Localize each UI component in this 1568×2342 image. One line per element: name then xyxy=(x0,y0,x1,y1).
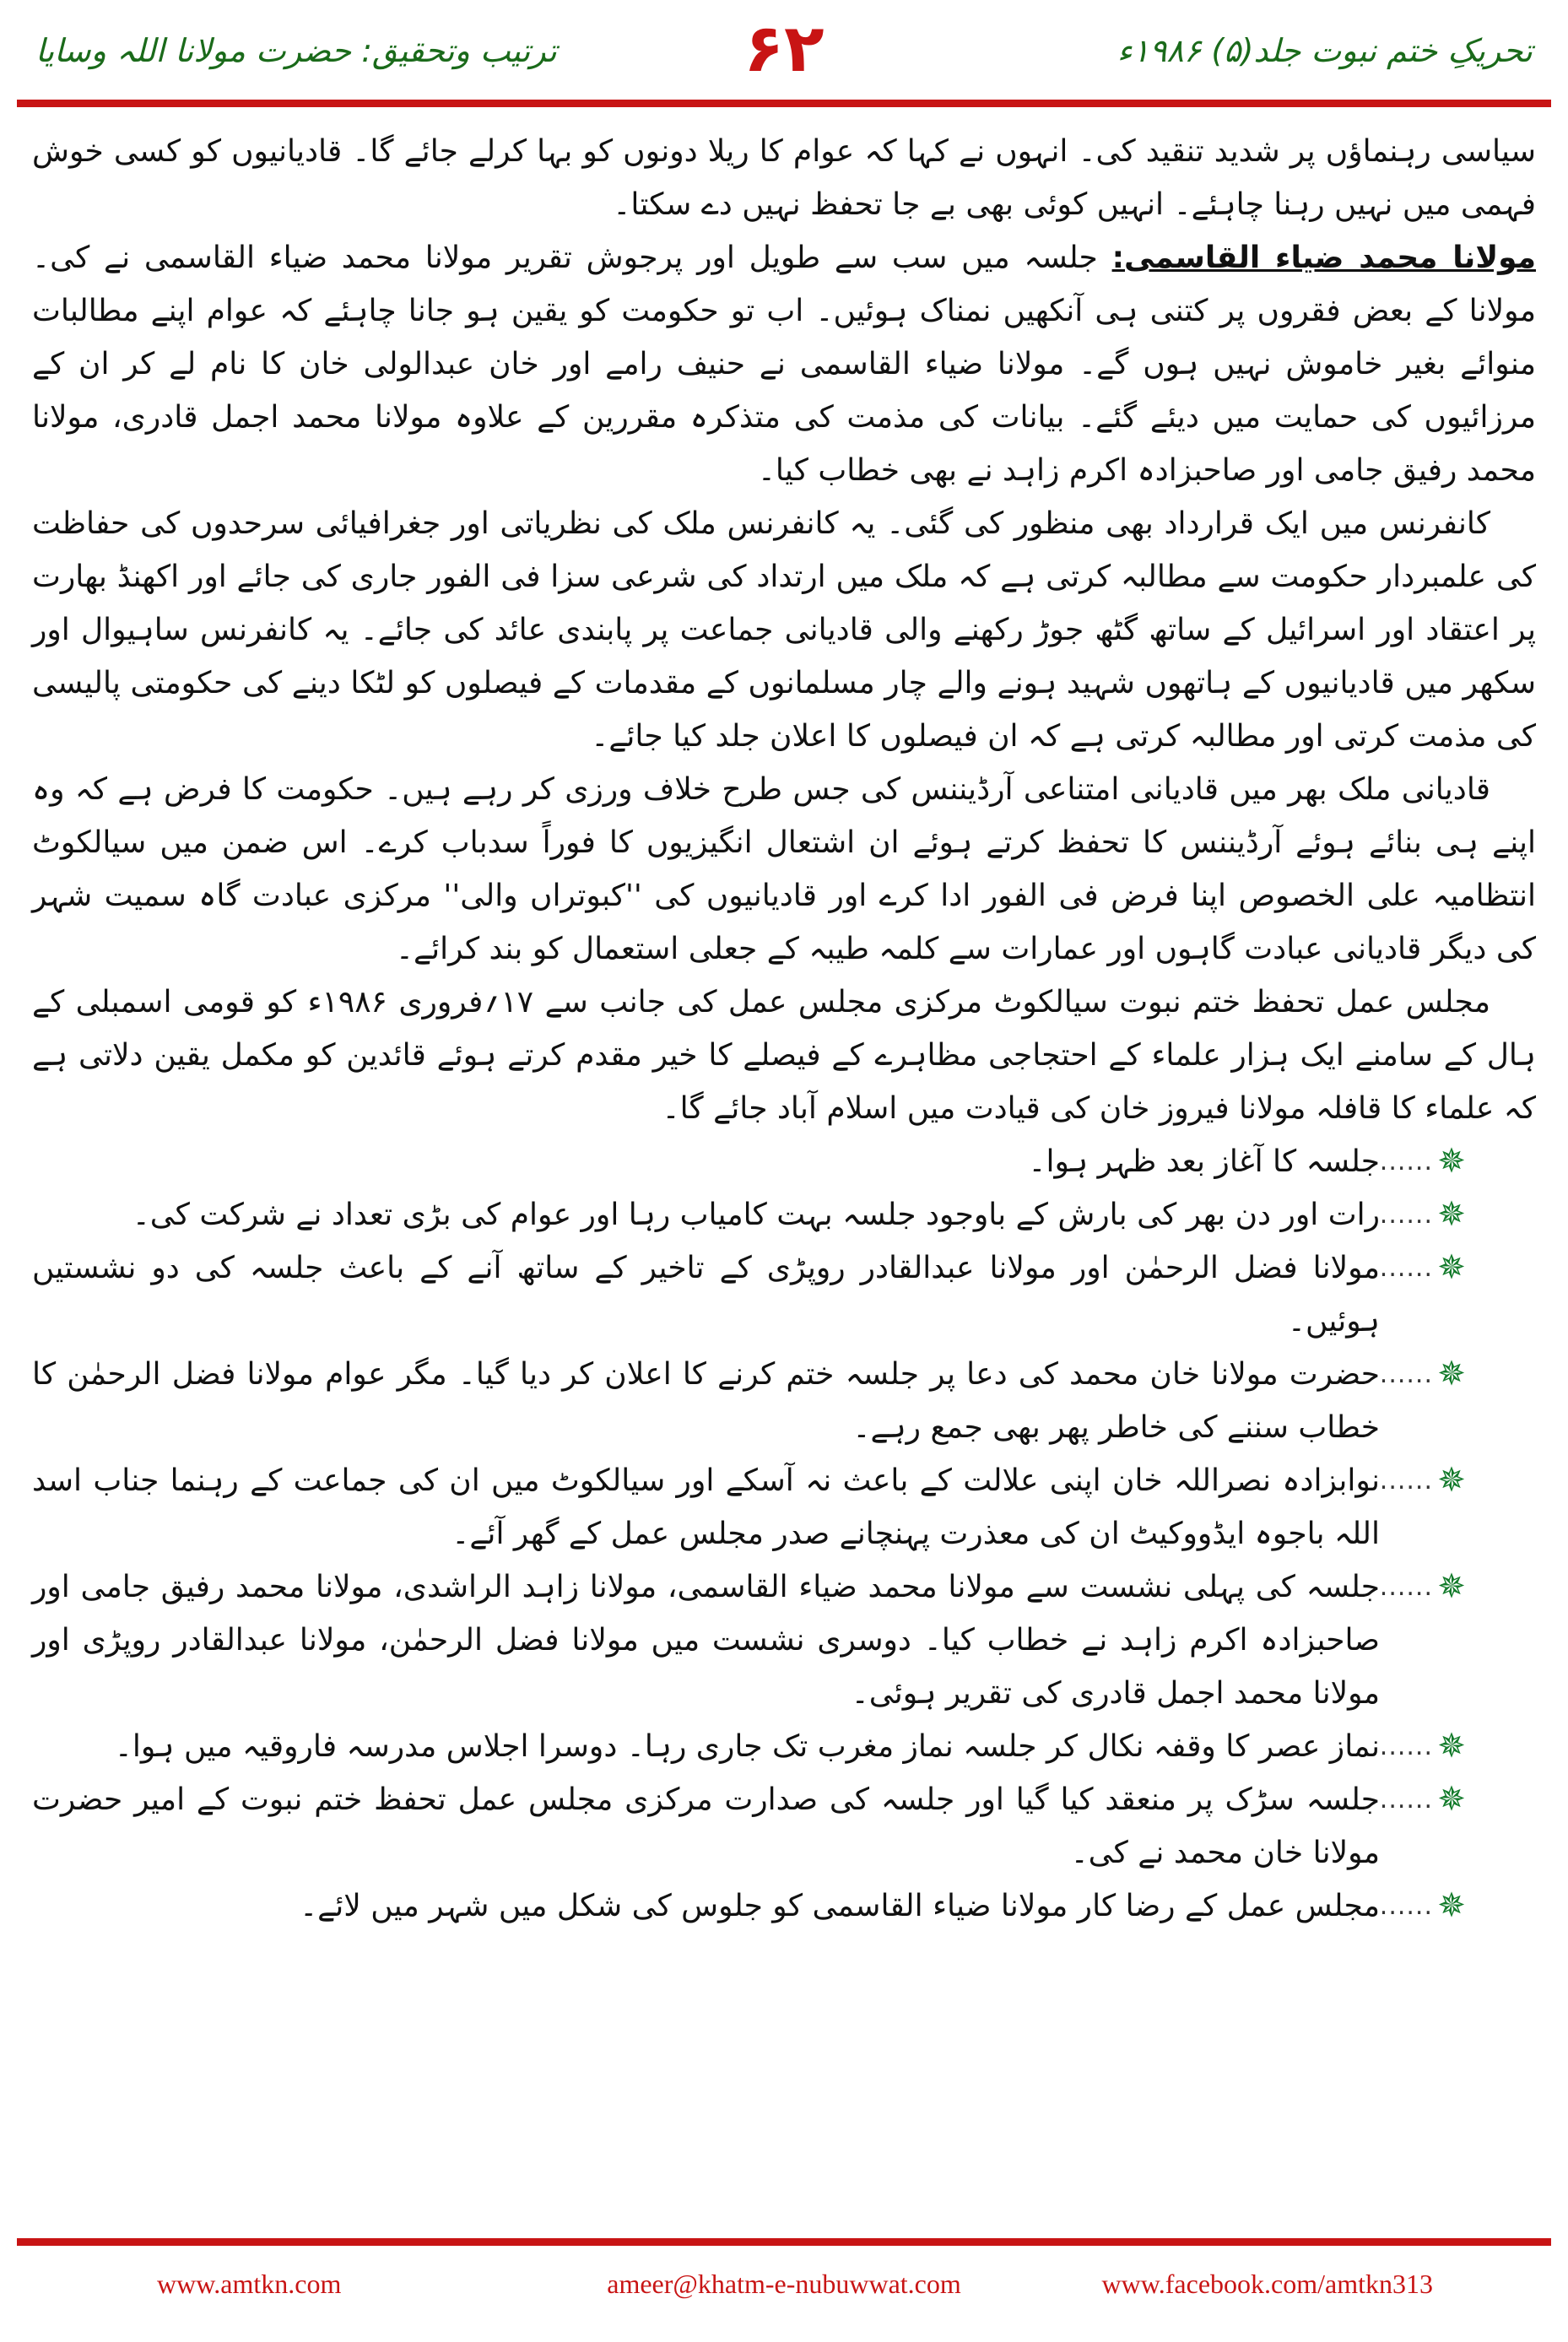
list-item xyxy=(32,1454,1536,1560)
bullet-dots: ...... xyxy=(1379,1253,1433,1283)
paragraph-4: قادیانی ملک بھر میں قادیانی امتناعی آرڈیننس کی جس طرح خلاف ورزی کر رہے ہیں۔ حکومت کا فرض ہے کہ وہ اپنے ہی بنائے ہوئے آرڈیننس کا تحفظ کرتے ہوئے ان اشتعال انگیزیوں کا فوراً سدباب کرے۔ اس ضمن میں سیالکوٹ انتظامیہ علی الخصوص اپنا فرض فی الفور ادا کرے اور قادیانیوں کی ''کبوتراں والی'' مرکزی عبادت گاہ سمیت شہر کی دیگر قادیانی عبادت گاہوں اور عمارات سے کلمہ طیبہ کے جعلی استعمال کو بند کرائے۔ xyxy=(32,772,1536,966)
paragraph-1: سیاسی رہنماؤں پر شدید تنقید کی۔ انہوں نے کہا کہ عوام کا ریلا دونوں کو بہا کرلے جائے گا۔ قادیانیوں کو کسی خوش فہمی میں نہیں رہنا چاہئے۔ انہیں کوئی بھی بے جا تحفظ نہیں دے سکتا۔ xyxy=(32,134,1536,222)
list-item xyxy=(32,1773,1536,1880)
header-divider xyxy=(17,100,1551,107)
paragraph-2 xyxy=(32,231,1536,497)
list-item-text: جلسہ سڑک پر منعقد کیا گیا اور جلسہ کی صدارت مرکزی مجلس عمل تحفظ ختم نبوت کے امیر حضرت مولانا خان محمد نے کی۔ xyxy=(32,1782,1380,1870)
bullet-dots: ...... xyxy=(1379,1200,1433,1230)
paragraph-2-text: جلسہ میں سب سے طویل اور پرجوش تقریر مولانا محمد ضیاء القاسمی نے کی۔ مولانا کے بعض فقروں پر کتنی ہی آنکھیں نمناک ہوئیں۔ اب تو حکومت کو یقین ہو جانا چاہئے کہ عوام اپنے مطالبات منوائے بغیر خاموش نہیں ہوں گے۔ مولانا ضیاء القاسمی نے حنیف رامے اور خان عبدالولی خان کا نام لے کر ان کے مرزائیوں کی حمایت میں دیئے گئے۔ بیانات کی مذمت کی متذکرہ مقررین کے علاوہ مولانا محمد اجمل قادری، مولانا محمد رفیق جامی اور صاحبزادہ اکرم زاہد نے بھی خطاب کیا۔ xyxy=(32,241,1536,488)
book-title: تحریکِ ختم نبوت جلد(۵) ۱۹۸۶ء xyxy=(1117,32,1533,69)
star-bullet-icon: ✵ xyxy=(1437,1461,1466,1500)
star-bullet-icon: ✵ xyxy=(1437,1355,1466,1393)
speaker-heading: مولانا محمد ضیاء القاسمی: xyxy=(1111,241,1536,275)
list-item xyxy=(32,1880,1536,1933)
page-header xyxy=(0,0,1568,127)
star-bullet-icon: ✵ xyxy=(1437,1567,1466,1606)
list-item-text: حضرت مولانا خان محمد کی دعا پر جلسہ ختم کرنے کا اعلان کر دیا گیا۔ مگر عوام مولانا فضل الرحمٰن کا خطاب سننے کی خاطر پھر بھی جمع رہے۔ xyxy=(32,1357,1380,1445)
star-bullet-icon: ✵ xyxy=(1437,1727,1466,1766)
list-item-text: مجلس عمل کے رضا کار مولانا ضیاء القاسمی کو جلوس کی شکل میں شہر میں لائے۔ xyxy=(300,1889,1380,1923)
page-body xyxy=(32,125,1536,1933)
bullet-list xyxy=(32,1135,1536,1933)
list-item xyxy=(32,1188,1536,1241)
star-bullet-icon: ✵ xyxy=(1437,1886,1466,1925)
list-item xyxy=(32,1348,1536,1454)
list-item-text: جلسہ کی پہلی نشست سے مولانا محمد ضیاء القاسمی، مولانا زاہد الراشدی، مولانا محمد رفیق جامی اور صاحبزادہ اکرم زاہد نے خطاب کیا۔ دوسری نشست میں مولانا فضل الرحمٰن، مولانا عبدالقادر روپڑی اور مولانا محمد اجمل قادری کی تقریر ہوئی۔ xyxy=(32,1570,1380,1711)
website-link[interactable]: www.amtkn.com xyxy=(157,2269,342,2299)
star-bullet-icon: ✵ xyxy=(1437,1142,1466,1181)
facebook-link[interactable]: www.facebook.com/amtkn313 xyxy=(1101,2269,1433,2299)
footer-divider xyxy=(17,2238,1551,2246)
compiler-credit: ترتیب وتحقیق: حضرت مولانا اللہ وسایا xyxy=(35,32,557,69)
bullet-dots: ...... xyxy=(1379,1785,1433,1815)
list-item xyxy=(32,1560,1536,1720)
page-number: ۶۲ xyxy=(743,11,825,87)
list-item-text: رات اور دن بھر کی بارش کے باوجود جلسہ بہت کامیاب رہا اور عوام کی بڑی تعداد نے شرکت کی۔ xyxy=(132,1198,1380,1232)
star-bullet-icon: ✵ xyxy=(1437,1248,1466,1287)
list-item-text: نوابزادہ نصراللہ خان اپنی علالت کے باعث نہ آسکے اور سیالکوٹ میں ان کی جماعت کے رہنما جناب اسد اللہ باجوہ ایڈووکیٹ ان کی معذرت پہنچانے صدر مجلس عمل کے گھر آئے۔ xyxy=(32,1463,1380,1551)
bullet-dots: ...... xyxy=(1379,1360,1433,1389)
bullet-dots: ...... xyxy=(1379,1572,1433,1602)
list-item-text: مولانا فضل الرحمٰن اور مولانا عبدالقادر روپڑی کے تاخیر کے ساتھ آنے کے باعث جلسہ کی دو نشستیں ہوئیں۔ xyxy=(32,1251,1380,1339)
star-bullet-icon: ✵ xyxy=(1437,1195,1466,1234)
star-bullet-icon: ✵ xyxy=(1437,1780,1466,1819)
bullet-dots: ...... xyxy=(1379,1891,1433,1921)
email-link[interactable]: ameer@khatm-e-nubuwwat.com xyxy=(607,2269,961,2299)
bullet-dots: ...... xyxy=(1379,1147,1433,1176)
list-item-text: جلسہ کا آغاز بعد ظہر ہوا۔ xyxy=(1028,1144,1380,1179)
page-footer xyxy=(0,2258,1568,2309)
paragraph-5: مجلس عمل تحفظ ختم نبوت سیالکوٹ مرکزی مجلس عمل کی جانب سے ۱۷؍فروری ۱۹۸۶ء کو قومی اسمبلی کے ہال کے سامنے ایک ہزار علماء کے احتجاجی مظاہرے کے فیصلے کا خیر مقدم کرتے ہوئے قائدین کو مکمل یقین دلاتی ہے کہ علماء کا قافلہ مولانا فیروز خان کی قیادت میں اسلام آباد جائے گا۔ xyxy=(32,985,1536,1126)
bullet-dots: ...... xyxy=(1379,1732,1433,1761)
list-item xyxy=(32,1241,1536,1348)
paragraph-3: کانفرنس میں ایک قرارداد بھی منظور کی گئی۔ یہ کانفرنس ملک کی نظریاتی اور جغرافیائی سرحدوں کی حفاظت کی علمبردار حکومت سے مطالبہ کرتی ہے کہ ملک میں ارتداد کی شرعی سزا فی الفور جاری کی جائے اور اکھنڈ بھارت پر اعتقاد اور اسرائیل کے ساتھ گٹھ جوڑ رکھنے والی قادیانی جماعت پر پابندی عائد کی جائے۔ یہ کانفرنس ساہیوال اور سکھر میں قادیانیوں کے ہاتھوں شہید ہونے والے چار مسلمانوں کے مقدمات کے فیصلوں کو لٹکا دینے کی حکومتی پالیسی کی مذمت کرتی اور مطالبہ کرتی ہے کہ ان فیصلوں کا اعلان جلد کیا جائے۔ xyxy=(32,506,1536,754)
bullet-dots: ...... xyxy=(1379,1466,1433,1496)
list-item-text: نماز عصر کا وقفہ نکال کر جلسہ نماز مغرب تک جاری رہا۔ دوسرا اجلاس مدرسہ فاروقیہ میں ہوا۔ xyxy=(114,1729,1380,1764)
list-item xyxy=(32,1135,1536,1188)
list-item xyxy=(32,1720,1536,1773)
